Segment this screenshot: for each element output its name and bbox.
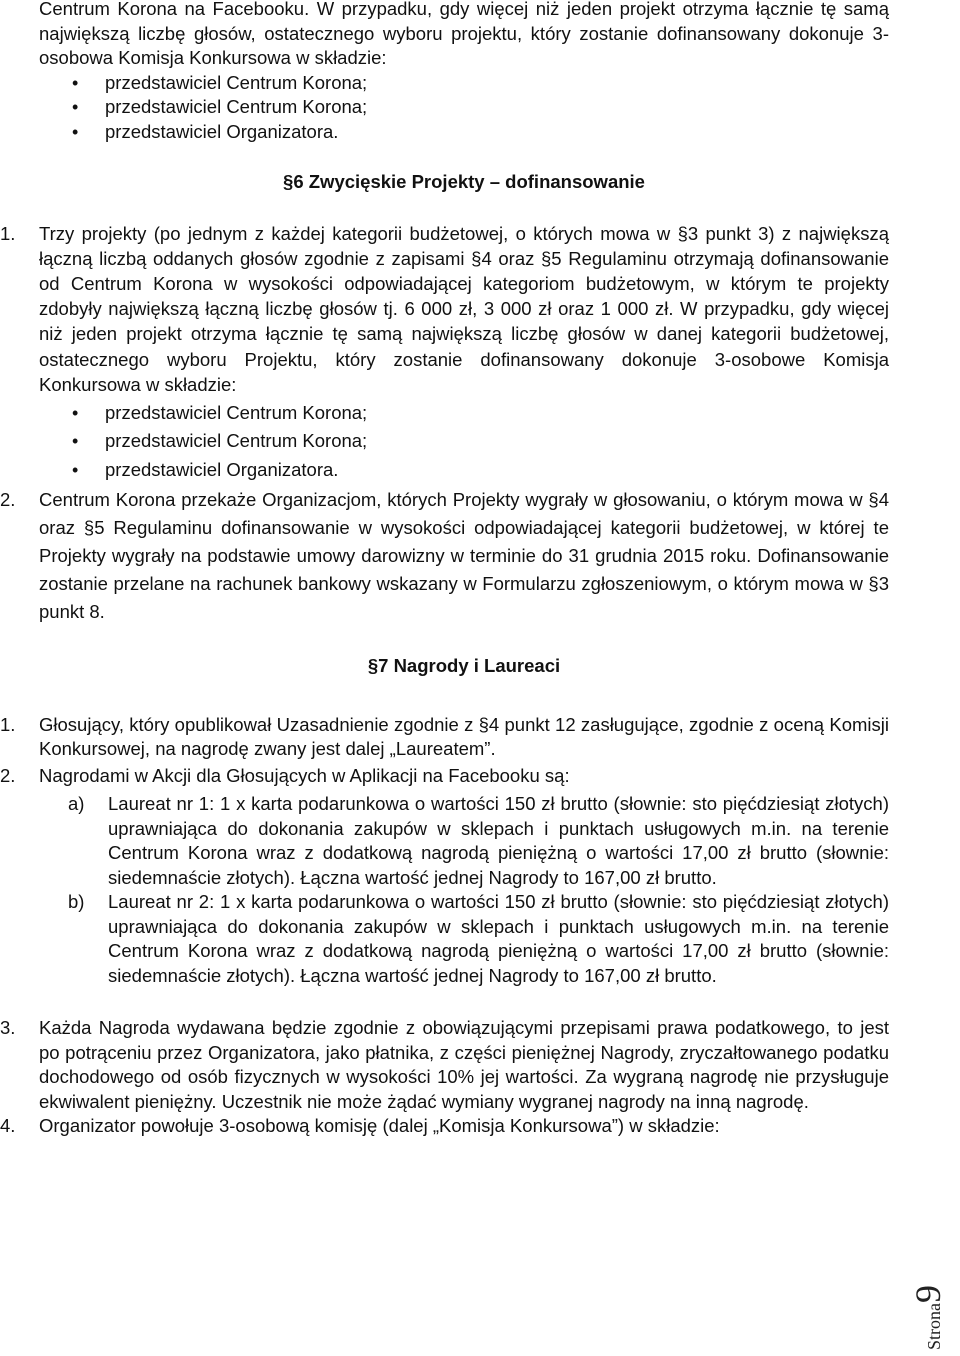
point-text: Centrum Korona przekaże Organizacjom, których Projekty wygrały w głosowaniu, o którym mowa w §4 oraz §5 Regulaminu dofinansowanie w wysokości odpowiadającej kategorii budżetowej, w której te Projekty wygrały na podstawie umowy darowizny w terminie do 31 grudnia 2015 roku. Dofinansowanie zostanie przelane na rachunek bankowy wskazany w Formularzu zgłoszeniowym, o którym mowa w §3 punkt 8.	[39, 489, 889, 623]
point-number: 2.	[0, 489, 16, 511]
item-text: Laureat nr 2: 1 x karta podarunkowa o wartości 150 zł brutto (słownie: sto pięćdziesiąt złotych) uprawniająca do dokonania zakupów w sklepach i punktach usługowych m.in. na terenie Centrum Korona wraz z dodatkową nagrodą pieniężną o wartości 17,00 zł brutto (słownie: siedemnaście złotych). Łączna wartość jednej Nagrody to 167,00 zł brutto.	[108, 891, 889, 986]
page-number-footer	[908, 1240, 956, 1350]
section-6-heading: §6 Zwycięskie Projekty – dofinansowanie	[283, 171, 645, 192]
item-label: b)	[68, 891, 85, 913]
point-text: Głosujący, który opublikował Uzasadnienie zgodnie z §4 punkt 12 zasługujące, zgodnie z oceną Komisji Konkursowej, na nagrodę zwany jest dalej „Laureatem”.	[39, 713, 889, 760]
section-7-point-2	[0, 764, 889, 789]
list-item: • przedstawiciel Centrum Korona;	[39, 429, 889, 454]
point-number: 3.	[0, 1017, 16, 1039]
section-6-point-2	[0, 486, 889, 626]
section-7-point-4	[0, 1114, 889, 1139]
section-6-point-1	[0, 221, 889, 397]
point-number: 1.	[0, 713, 16, 735]
prize-item-b	[39, 890, 889, 988]
page-label: Strona	[924, 1303, 944, 1350]
section-7-heading: §7 Nagrody i Laureaci	[367, 655, 561, 677]
prize-item-a	[39, 792, 889, 890]
list-item: • przedstawiciel Centrum Korona;	[39, 401, 889, 426]
item-text: Laureat nr 1: 1 x karta podarunkowa o wartości 150 zł brutto (słownie: sto pięćdziesiąt złotych) uprawniająca do dokonania zakupów w sklepach i punktach usługowych m.in. na terenie Centrum Korona wraz z dodatkową nagrodą pieniężną o wartości 17,00 zł brutto (słownie: siedemnaście złotych). Łączna wartość jednej Nagrody to 167,00 zł brutto.	[108, 793, 889, 888]
list-item: • przedstawiciel Centrum Korona;	[39, 71, 889, 96]
point-text: Nagrodami w Akcji dla Głosujących w Aplikacji na Facebooku są:	[39, 764, 570, 786]
list-item: • przedstawiciel Organizatora.	[39, 120, 889, 145]
item-label: a)	[68, 793, 85, 815]
point-text: Każda Nagroda wydawana będzie zgodnie z obowiązującymi przepisami prawa podatkowego, to jest po potrąceniu przez Organizatora, jako płatnika, z części pieniężnej Nagrody, zryczałtowanego podatku dochodowego od osób fizycznych w wysokości 10% jej wartości. Za wygraną nagrodę nie przysługuje ekwiwalent pieniężny. Uczestnik nie może żądać wymiany wygranej nagrody na inną nagrodę.	[39, 1017, 889, 1112]
point-text: Organizator powołuje 3-osobową komisję (dalej „Komisja Konkursowa”) w składzie:	[39, 1115, 720, 1137]
list-item: • przedstawiciel Organizatora.	[39, 458, 889, 483]
point-text: Trzy projekty (po jednym z każdej kategorii budżetowej, o których mowa w §3 punkt 3) z największą łączną liczbą oddanych głosów zgodnie z zapisami §4 oraz §5 Regulaminu otrzymają dofinansowanie od Centrum Korona w wysokości odpowiadającej kategoriom budżetowym, w którym te projekty zdobyły największą łączną liczbę głosów tj. 6 000 zł, 3 000 zł oraz 1 000 zł. W przypadku, gdy więcej niż jeden projekt otrzyma łącznie tę samą największą liczbę głosów w danej kategorii budżetowej, ostatecznego wyboru Projektu, który zostanie dofinansowany dokonuje 3-osobowe Komisja Konkursowa w składzie:	[39, 222, 889, 395]
point-number: 1.	[0, 222, 16, 244]
page-number: 9	[908, 1285, 948, 1303]
list-item: • przedstawiciel Centrum Korona;	[39, 95, 889, 120]
intro-paragraph: Centrum Korona na Facebooku. W przypadku, gdy więcej niż jeden projekt otrzyma łącznie tę samą największą liczbę głosów, ostatecznego wyboru projektu, który zostanie dofinansowany dokonuje 3-osobowa Komisja Konkursowa w składzie:	[39, 0, 889, 68]
point-number: 4.	[0, 1115, 16, 1137]
section-7-point-1	[0, 713, 889, 762]
section-7-point-3	[0, 1016, 889, 1114]
point-number: 2.	[0, 764, 16, 786]
